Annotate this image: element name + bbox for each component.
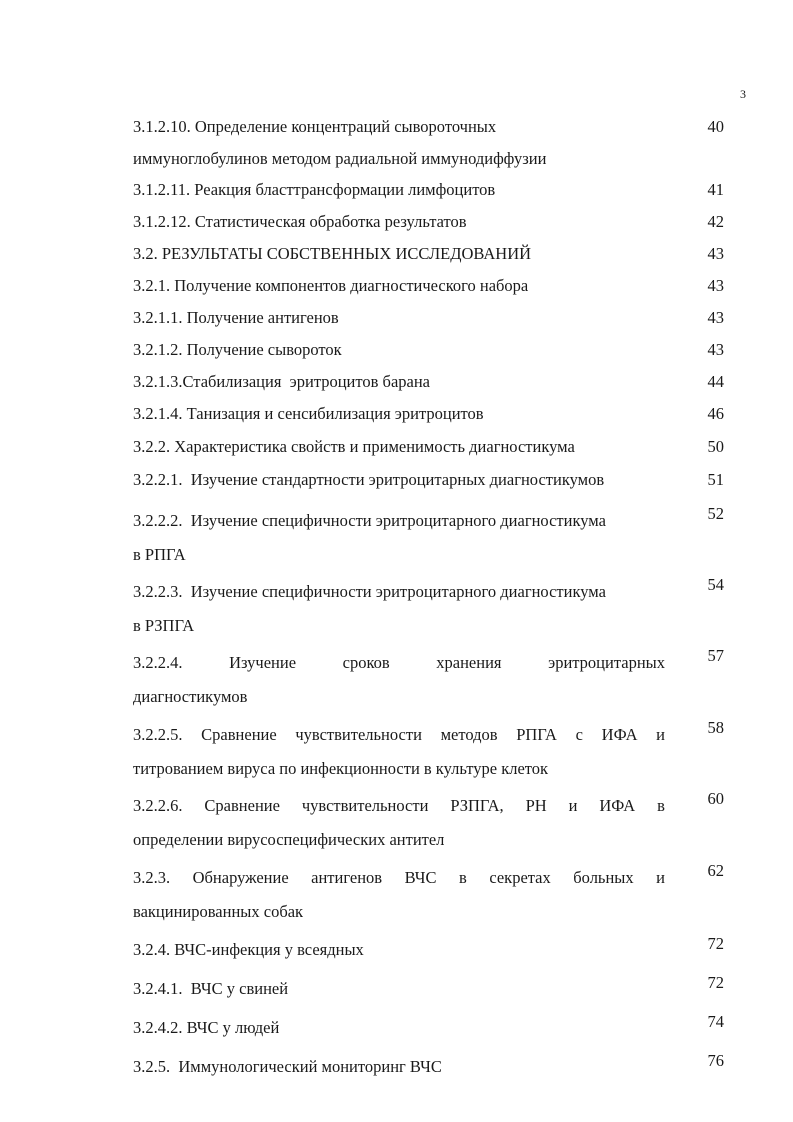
toc-entry-title	[133, 206, 665, 238]
toc-entry-title	[133, 111, 665, 175]
toc-entry-title	[133, 174, 665, 206]
toc-entry-line: 3.2.4.1. ВЧС у свиней	[133, 979, 289, 998]
toc-word: ИФА	[599, 796, 636, 815]
toc-entry-page: 51	[707, 470, 724, 489]
toc-entry-page: 58	[707, 718, 724, 737]
toc-entry-line: 3.2.1.3.Стабилизация эритроцитов барана	[133, 372, 430, 391]
toc-entry-page: 52	[707, 504, 724, 523]
toc-entry-page: 40	[707, 117, 724, 136]
toc-word: 3.2.2.5.	[133, 725, 183, 744]
toc-entry-line: 3.2.2. Характеристика свойств и применимость диагностикума	[133, 437, 575, 456]
toc-entry-line: 3.2.5. Иммунологический мониторинг ВЧС	[133, 1057, 442, 1076]
toc-entry-line: 3.2.2.2. Изучение специфичности эритроцитарного диагностикума	[133, 511, 606, 530]
toc-entry-title	[133, 504, 665, 572]
toc-word: Сравнение	[201, 725, 277, 744]
toc-word: РН	[525, 796, 547, 815]
toc-word: РЗПГА,	[450, 796, 504, 815]
toc-entry-line: титрованием вируса по инфекционности в культуре клеток	[133, 759, 549, 778]
toc-entry-line: определении вирусоспецифических антител	[133, 830, 445, 849]
toc-word: секретах	[489, 868, 551, 887]
toc-word: с	[575, 725, 583, 744]
toc-entry-title	[133, 718, 665, 786]
toc-entry-line: в РПГА	[133, 545, 186, 564]
toc-word: антигенов	[311, 868, 383, 887]
toc-word: и	[656, 725, 665, 744]
toc-word: Обнаружение	[192, 868, 289, 887]
toc-word: Изучение	[229, 653, 297, 672]
toc-entry-title	[133, 646, 665, 714]
toc-entry-line: 3.2.1.1. Получение антигенов	[133, 308, 339, 327]
toc-entry-line: 3.2.1.2. Получение сывороток	[133, 340, 342, 359]
toc-entry-line: диагностикумов	[133, 687, 248, 706]
toc-entry-title	[133, 934, 665, 966]
toc-entry-title	[133, 1012, 665, 1044]
toc-word: 3.2.3.	[133, 868, 171, 887]
toc-entry-page: 42	[707, 212, 724, 231]
toc-word: 3.2.2.4.	[133, 653, 183, 672]
toc-entry-line: 3.1.2.10. Определение концентраций сывороточных	[133, 117, 497, 136]
toc-word: РПГА	[516, 725, 557, 744]
toc-word: методов	[440, 725, 498, 744]
toc-entry-page: 57	[707, 646, 724, 665]
toc-entry-title	[133, 973, 665, 1005]
toc-entry-title	[133, 270, 665, 302]
toc-word: и	[568, 796, 578, 815]
toc-entry-page: 50	[707, 437, 724, 456]
toc-entry-page: 72	[707, 934, 724, 953]
toc-entry-title	[133, 366, 665, 398]
toc-word: больных	[573, 868, 634, 887]
toc-entry-title	[133, 464, 665, 496]
toc-entry-line	[133, 789, 665, 823]
toc-entry-line	[133, 861, 665, 895]
toc-word: чувствительности	[295, 725, 422, 744]
toc-entry-line	[133, 718, 665, 752]
page-number: 3	[740, 87, 746, 101]
toc-entry-title	[133, 431, 665, 463]
toc-entry-page: 41	[707, 180, 724, 199]
toc-entry-page: 54	[707, 575, 724, 594]
toc-entry-page: 43	[707, 340, 724, 359]
toc-entry-title	[133, 575, 665, 643]
toc-entry-title	[133, 238, 665, 270]
toc-entry-line: 3.2.2.3. Изучение специфичности эритроцитарного диагностикума	[133, 582, 606, 601]
toc-word: ВЧС	[404, 868, 437, 887]
toc-entry-page: 43	[707, 308, 724, 327]
toc-entry-title	[133, 334, 665, 366]
toc-entry-title	[133, 398, 665, 430]
toc-entry-line: 3.1.2.11. Реакция бласттрансформации лимфоцитов	[133, 180, 496, 199]
toc-word: в	[459, 868, 467, 887]
toc-entry-page: 76	[707, 1051, 724, 1070]
toc-entry-line: 3.2.2.1. Изучение стандартности эритроцитарных диагностикумов	[133, 470, 605, 489]
toc-entry-page: 43	[707, 276, 724, 295]
toc-word: 3.2.2.6.	[133, 796, 183, 815]
toc-entry-title	[133, 861, 665, 929]
toc-word: в	[657, 796, 665, 815]
toc-entry-page: 46	[707, 404, 724, 423]
toc-entry-line: 3.2.1.4. Танизация и сенсибилизация эритроцитов	[133, 404, 484, 423]
toc-entry-page: 43	[707, 244, 724, 263]
toc-entry-page: 74	[707, 1012, 724, 1031]
toc-entry-line: 3.2. РЕЗУЛЬТАТЫ СОБСТВЕННЫХ ИССЛЕДОВАНИЙ	[133, 244, 532, 263]
toc-entry-line: иммуноглобулинов методом радиальной иммунодиффузии	[133, 149, 547, 168]
toc-word: сроков	[342, 653, 390, 672]
toc-word: эритроцитарных	[548, 653, 665, 672]
toc-word: чувствительности	[301, 796, 429, 815]
toc-entry-line: 3.2.4.2. ВЧС у людей	[133, 1018, 280, 1037]
toc-entry-line: 3.2.1. Получение компонентов диагностического набора	[133, 276, 529, 295]
toc-entry-title	[133, 789, 665, 857]
toc-word: и	[656, 868, 665, 887]
toc-word: Сравнение	[204, 796, 280, 815]
toc-entry-page: 60	[707, 789, 724, 808]
toc-entry-line: 3.1.2.12. Статистическая обработка результатов	[133, 212, 467, 231]
toc-entry-page: 72	[707, 973, 724, 992]
toc-entry-line	[133, 646, 665, 680]
toc-entry-line: в РЗПГА	[133, 616, 195, 635]
toc-entry-title	[133, 1051, 665, 1083]
toc-entry-page: 44	[707, 372, 724, 391]
toc-word: хранения	[436, 653, 502, 672]
toc-entry-page: 62	[707, 861, 724, 880]
toc-entry-line: вакцинированных собак	[133, 902, 304, 921]
toc-entry-title	[133, 302, 665, 334]
toc-word: ИФА	[601, 725, 638, 744]
toc-entry-line: 3.2.4. ВЧС-инфекция у всеядных	[133, 940, 364, 959]
